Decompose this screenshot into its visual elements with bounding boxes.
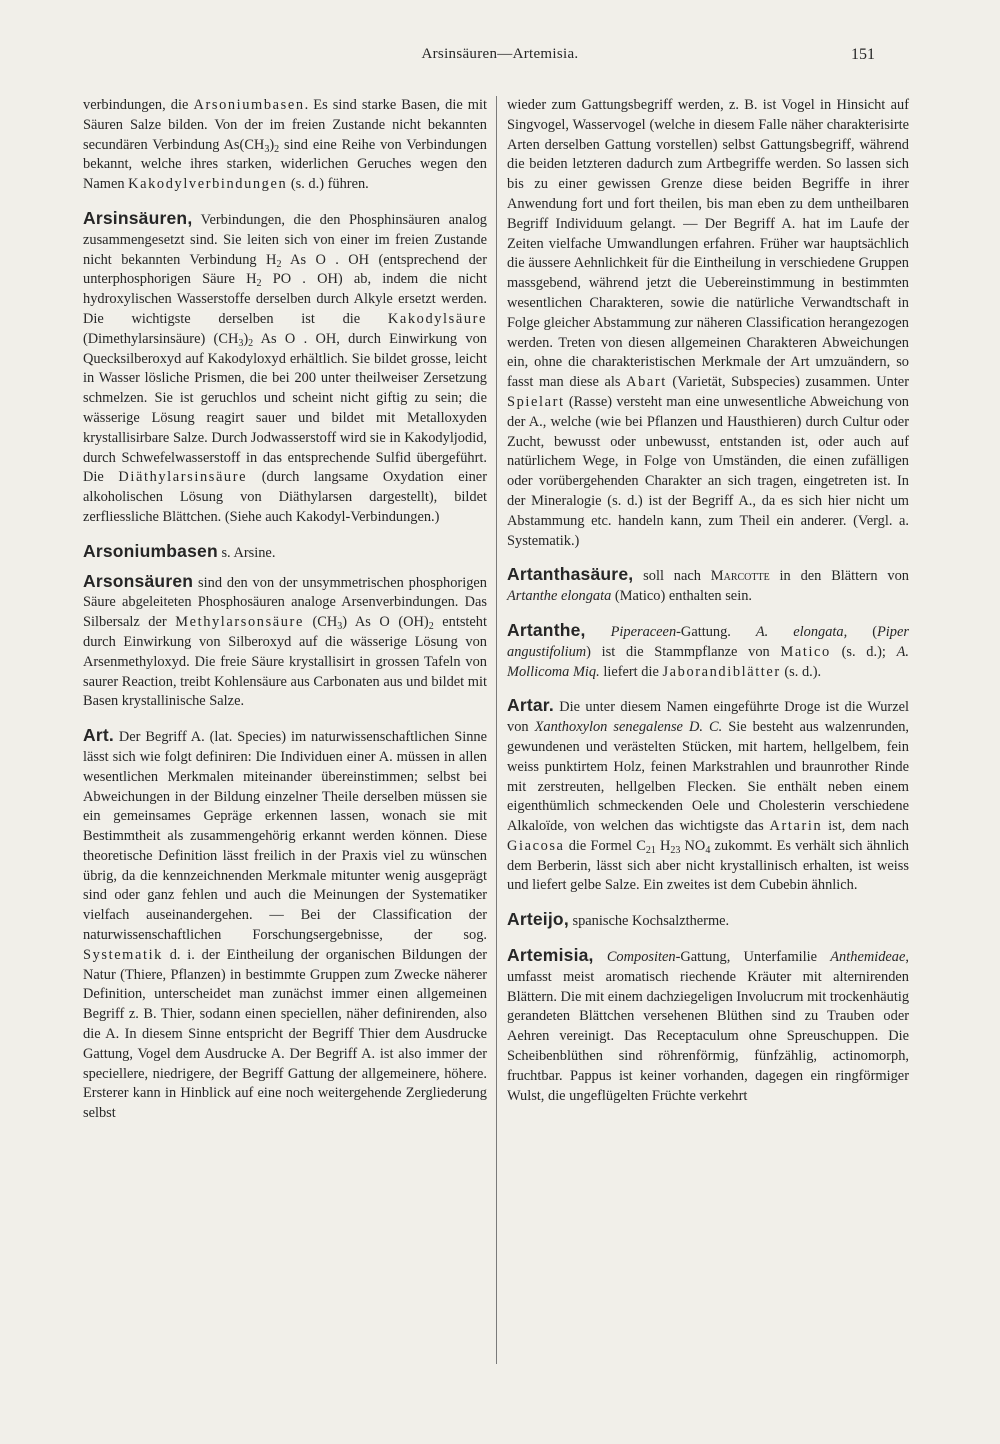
- text: (CH: [303, 614, 338, 631]
- text: spanische Kochsalztherme.: [568, 913, 730, 930]
- subscript: 2: [428, 621, 434, 633]
- entry-headword: Artanthasäure,: [507, 564, 634, 585]
- family-name: Piperaceen: [610, 623, 677, 640]
- text: (: [847, 623, 878, 640]
- subscript: 21: [645, 844, 656, 856]
- species-name: Xanthoxylon senegalense D. C.: [534, 719, 723, 736]
- spaced-term: Kakodylsäure: [387, 310, 487, 327]
- author-name: Giacosa: [507, 837, 565, 854]
- species-name: Piper angustifolium: [507, 623, 909, 660]
- entry-art: [83, 726, 487, 1124]
- right-column: [507, 96, 909, 1106]
- spaced-term: Systematik: [83, 946, 163, 963]
- text: d. i. der Eintheilung der organischen Bildungen der Natur (Thiere, Pflanzen) in bestimmte Gruppen zum Zwecke näherer Definition, unterscheidet man zunächst immer einen allgemeinen Begriff z. B. Thier, sodann einen speciellen, näher definirenden, also die A. In diesem Sinne entspricht der Begriff Thier dem Ausdrucke Gattung, Vogel dem Ausdrucke A. Der Begriff A. ist also immer der speciellere, niedrigere, der Begriff Gattung der allgemeinere, höhere. Ersterer kann in Hinblick auf eine noch weitergehende Zergliederung selbst: [83, 946, 487, 1122]
- text: Die unter diesem Namen eingeführte Droge ist die Wurzel von: [507, 699, 909, 736]
- subfamily-name: Anthemideae: [830, 949, 906, 966]
- text: -Gattung, Unterfamilie: [675, 949, 831, 966]
- text: sind eine Reihe von Verbindungen bekannt, welche ihres starken, widerlichen Geruches wegen den Namen: [83, 136, 487, 193]
- text: ): [243, 330, 249, 347]
- entry-arsonsaeuren: [83, 572, 487, 713]
- text: Der Begriff A. (lat. Species) im naturwissenschaftlichen Sinne lässt sich wie folgt definiren: Die Individuen einer A. müssen in allen wesentlichen Merkmalen miteinander übereinstimmen; selbst bei Abweichungen in der Bildung einzelner Theile derselben müssen sie ein gemeinsames Gepräge erkennen lassen, wonach sie mit Bestimmtheit als zusammengehörig erkannt werden können. Diese theoretische Definition lässt freilich in der Praxis viel zu wünschen übrig, da die kennzeichnenden Merkmale mitunter wenig ausgeprägt sind oder ganz fehlen und auch die Meinungen der Systematiker vielfach auseinandergehen. — Bei der Classification der naturwissenschaftlichen Forschungsergebnisse, der sog.: [83, 729, 487, 944]
- subscript: 2: [276, 258, 282, 270]
- spaced-term: Methylarsonsäure: [175, 614, 304, 631]
- text: [594, 949, 607, 965]
- text: ): [269, 136, 275, 153]
- text: verbindungen, die: [83, 97, 194, 113]
- text: sind den von der unsymmetrischen phosphorigen Säure abgeleiteten Phosphosäuren analoge Arsenverbindungen. Das Silbersalz der: [83, 574, 487, 631]
- text: Verbindungen, die den Phosphinsäuren analog zusammengesetzt sind. Sie leiten sich von einer im freien Zustande nicht bekannten Verbindung H: [83, 211, 487, 268]
- left-column: [83, 96, 487, 1124]
- subscript: 4: [705, 844, 711, 856]
- continued-paragraph: [83, 96, 487, 195]
- text: (s. d.);: [830, 643, 897, 660]
- entry-headword: Arteijo,: [507, 909, 569, 930]
- text: H: [655, 837, 671, 854]
- text: entsteht durch Einwirkung von Silberoxyd auf die wässerige Lösung von Arsenmethyloxyd. Die freie Säure krystallisirt in grossen Tafeln von saurer Reaction, treibt Kohlensäure aus Carbonaten aus und bildet mit Basen krystallinische Salze.: [83, 614, 487, 710]
- text: ) ist die Stammpflanze von: [586, 643, 781, 660]
- entry-headword: Arsonsäuren: [83, 570, 194, 591]
- subscript: 23: [670, 844, 681, 856]
- entry-headword: Arsinsäuren,: [83, 207, 193, 228]
- spaced-term: Jaborandiblätter: [662, 663, 781, 680]
- text: liefert die: [599, 663, 663, 680]
- spaced-term: Artarin: [769, 818, 823, 835]
- page-number: 151: [851, 46, 875, 63]
- text: ) As O (OH): [342, 614, 429, 631]
- text: die Formel C: [564, 837, 646, 854]
- species-name: A. Mollicoma Miq.: [507, 643, 909, 680]
- spaced-term: Kakodylverbindungen: [128, 176, 288, 193]
- text: Sie besteht aus walzenrunden, gewundenen und verästelten Stücken, mit hartem, hellgelbem, fein weiss punktirtem Holz, feinen Markstrahlen und braunrother Rinde mit zerstreuten, hellgelben Flecken. Sie enthält neben einem eigenthümlich schmeckenden Oele und Cholesterin verschiedene Alkaloïde, von welchen das wichtigste das: [507, 719, 909, 835]
- text: zukommt. Es verhält sich ähnlich dem Berberin, lässt sich aber nicht krystallinisch erhalten, ist weiss und liefert gelbe Salze. Ein zweites ist dem Cubebin ähnlich.: [507, 837, 909, 894]
- entry-artar: [507, 696, 909, 896]
- text: , umfasst meist aromatisch riechende Kräuter mit alternirenden Blättern. Die mit einem dachziegeligen Involucrum mit trockenhäutig gerandeten Blättchen versehenen Blüthen sind zu Trauben oder Aehren vereinigt. Das Receptaculum ohne Spreuschuppen. Die Scheibenblüthen sind röhrenförmig, fünfzählig, actinomorph, fruchtbar. Pappus ist keiner vorhanden, dagegen ein ringförmiger Wulst, die ungeflügelten Früchte verkehrt: [507, 949, 910, 1104]
- text: (durch langsame Oxydation einer alkoholischen Lösung von Diäthylarsen dargestellt), bildet zerfliessliche Blättchen. (Siehe auch Kakodyl-Verbindungen.): [83, 469, 487, 525]
- entry-headword: Arsoniumbasen: [83, 540, 218, 561]
- entry-artanthe: [507, 621, 909, 682]
- subscript: 2: [256, 278, 262, 290]
- text: (s. d.) führen.: [287, 176, 369, 193]
- entry-headword: Artanthe,: [507, 619, 586, 640]
- subscript: 2: [274, 143, 280, 155]
- continued-entry-art: [507, 96, 909, 551]
- subscript: 3: [238, 337, 244, 349]
- text: (Matico) enthalten sein.: [611, 588, 752, 605]
- subscript: 2: [248, 337, 254, 349]
- text: As O . OH (entsprechend der unterphosphorigen Säure H: [83, 251, 487, 288]
- spaced-term: Diäthylarsinsäure: [118, 469, 248, 486]
- entry-artemisia: [507, 946, 909, 1106]
- text: (s. d.).: [780, 663, 822, 680]
- text: in den Blättern von: [769, 568, 909, 585]
- author-name: Marcotte: [710, 568, 770, 585]
- spaced-term: Spielart: [507, 393, 565, 410]
- spaced-term: Arsoniumbasen: [193, 97, 305, 113]
- spaced-term: Abart: [626, 374, 667, 391]
- text: soll nach: [633, 568, 711, 585]
- text: (Rasse) versteht man eine unwesentliche Abweichung von der A., welche (wie bei Pflanzen und Hausthieren) durch Cultur oder Zucht, bewusst oder unbewusst, entstanden ist, oder auch auf natürlichem Wege, in Folge von Umständen, die einen zufälligen oder vorübergehenden Charakter an sich tragen, eingetreten ist. In der Mineralogie (s. d.) ist der Begriff A., da es sich hier nicht um Abstammung etc. handeln kann, zum Theil ein anderer. (Vergl. a. Systematik.): [507, 393, 909, 549]
- entry-artanthasaeure: [507, 565, 909, 607]
- text: . Es sind starke Basen, die mit Säuren Salze bilden. Von der im freien Zustande nicht bekannten secundären Verbindung As(CH: [83, 97, 487, 153]
- spaced-term: Matico: [780, 643, 831, 660]
- text: (Varietät, Subspecies) zusammen. Unter: [666, 374, 909, 391]
- text: -Gattung.: [676, 623, 756, 640]
- text: [586, 624, 611, 640]
- text: (Dimethylarsinsäure) (CH: [83, 330, 239, 347]
- entry-headword: Artemisia,: [507, 945, 594, 966]
- family-name: Compositen: [606, 949, 676, 966]
- subscript: 3: [264, 143, 270, 155]
- running-head: Arsinsäuren—Artemisia.: [421, 46, 579, 62]
- entry-arteijo: [507, 910, 909, 932]
- text: As O . OH, durch Einwirkung von Quecksilberoxyd auf Kakodyloxyd erhältlich. Sie bildet grosse, leicht in Wasser lösliche Prismen, die bei 200 unter theilweiser Zersetzung schmelzen. Sie ist geruchlos und scheint nicht giftig zu sein; die wässerige Lösung reagirt sauer und bildet mit Metalloxyden krystallisirbare Salze. Durch Jodwasserstoff wird sie in Kakodyljodid, durch Schwefelwasserstoff in das entsprechende Sulfid übergeführt. Die: [83, 330, 487, 486]
- species-name: A. elongata,: [755, 623, 848, 640]
- column-divider: [496, 96, 497, 1364]
- text: NO: [680, 837, 706, 854]
- entry-headword: Art.: [83, 725, 114, 746]
- entry-arsinsaeuren: [83, 209, 487, 528]
- subscript: 3: [337, 621, 343, 633]
- text: s. Arsine.: [217, 544, 276, 561]
- text: ist, dem nach: [822, 818, 909, 835]
- text: PO . OH) ab, indem die nicht hydroxylischen Wasserstoffe derselben durch Alkyle ersetzt werden. Die wichtigste derselben ist die: [83, 271, 487, 327]
- entry-arsoniumbasen: [83, 542, 487, 564]
- entry-headword: Artar.: [507, 695, 554, 716]
- text: wieder zum Gattungsbegriff werden, z. B. ist Vogel in Hinsicht auf Singvogel, Wasservogel (welche in diesem Falle näher charakterisirte Arten derselben Gattung vorstellen) selbst Gattungsbegriff, während die beiden letzteren dadurch zum Artbegriffe werden. So lassen sich bis zu einer gewissen Grenze diese beiden Begriffe in ihrer Anwendung fort und fort theilen, bis man eben zu dem untheilbaren Begriff Individuum gelangt. — Der Begriff A. hat im Laufe der Zeiten vielfache Umwandlungen erfahren. Früher war hauptsächlich die äussere Aehnlichkeit für die Eintheilung in verschiedene Gruppen massgebend, während jetzt die Uebereinstimmung in bestimmten wesentlichen Charakteren, sowie die natürliche Verwandtschaft in Folge gleicher Abstammung zur näheren Classification herangezogen werden. Treten von diesen allgemeinen Charakteren Abweichungen ein, ohne die charakteristischen Merkmale der Art umzuändern, so fasst man diese als: [507, 97, 909, 391]
- species-name: Artanthe elongata: [507, 588, 612, 605]
